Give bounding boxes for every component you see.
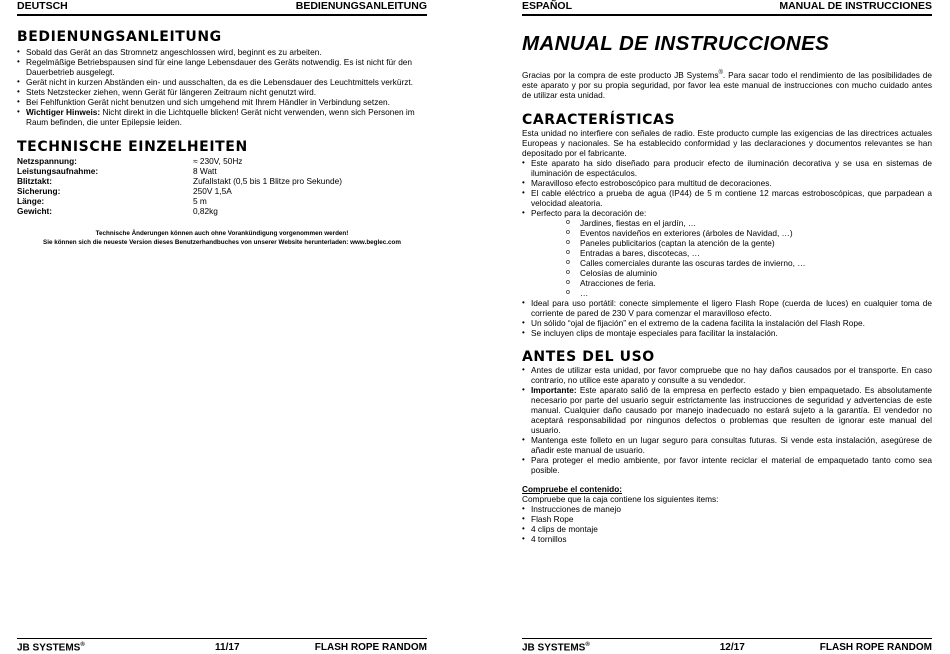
footer-product: FLASH ROPE RANDOM [819, 642, 932, 653]
spec-row [17, 197, 427, 207]
antes-list [522, 365, 932, 475]
list-item: • 4 clips de montaje [522, 524, 932, 534]
footer-brand [17, 642, 85, 653]
list-item: • Antes de utilizar esta unidad, por favor compruebe que no hay daños causados por el transporte. En caso contrario, no utilice este aparato y consulte a su vendedor. [522, 365, 932, 385]
warning-label: Wichtiger Hinweis: [26, 107, 101, 117]
header-rule [17, 14, 427, 16]
spec-key: Sicherung: [17, 185, 61, 196]
registered-mark: ® [585, 642, 590, 648]
spec-value: 5 m [193, 195, 207, 206]
header-language: DEUTSCH [17, 0, 68, 12]
section-title-caracteristicas: CARACTERÍSTICAS [522, 111, 676, 128]
spec-row [17, 187, 427, 197]
page-footer [522, 642, 932, 653]
sublist-item: o Paneles publicitarios (captan la atención de la gente) [566, 238, 932, 248]
list-item: • Maravilloso efecto estroboscópico para multitud de decoraciones. [522, 178, 932, 188]
header-rule [522, 14, 932, 16]
spec-value: 8 Watt [193, 165, 217, 176]
section-title-antes: ANTES DEL USO [522, 348, 655, 365]
main-title: MANUAL DE INSTRUCCIONES [522, 32, 830, 55]
important-label: Importante: [531, 384, 577, 395]
list-item: • Gerät nicht in kurzen Abständen ein- und ausschalten, da es die Lebensdauer des Leuchtmittels verkürzt. [17, 77, 427, 87]
list-item: • 4 tornillos [522, 534, 932, 544]
footer-page-number: 11/17 [215, 642, 240, 653]
list-item: • Se incluyen clips de montaje especiales para facilitar la instalación. [522, 328, 932, 338]
list-item: • El cable eléctrico a prueba de agua (IP44) de 5 m contiene 12 marcas estroboscópicas, que parpadean a velocidad aleatoria. [522, 188, 932, 208]
footer-product: FLASH ROPE RANDOM [314, 642, 427, 653]
list-item: • Regelmäßige Betriebspausen sind für eine lange Lebensdauer des Geräts notwendig. Es ist nicht für den Dauerbetrieb ausgelegt. [17, 57, 427, 77]
header-title: MANUAL DE INSTRUCCIONES [779, 0, 932, 12]
sublist-item: o Atracciones de feria. [566, 278, 932, 288]
footer-rule [522, 638, 932, 639]
list-item: • Stets Netzstecker ziehen, wenn Gerät für längeren Zeitraum nicht genutzt wird. [17, 87, 427, 97]
list-item: • Bei Fehlfunktion Gerät nicht benutzen und sich umgehend mit Ihrem Händler in Verbindung setzen. [17, 97, 427, 107]
list-item-warning [17, 107, 427, 127]
brand-text: JB SYSTEMS [522, 642, 586, 654]
decoration-sublist [522, 218, 932, 298]
sublist-item: o Entradas a bares, discotecas, … [566, 248, 932, 258]
spec-key: Länge: [17, 195, 45, 206]
spec-value: Zufallstakt (0,5 bis 1 Blitze pro Sekunde) [193, 175, 342, 186]
spec-value: 0,82kg [193, 205, 218, 216]
spec-key: Netzspannung: [17, 156, 77, 166]
page-left-deutsch [17, 0, 427, 654]
spec-value: ≈ 230V, 50Hz [193, 156, 243, 166]
sublist-item: o Celosías de aluminio [566, 268, 932, 278]
important-text: Este aparato salió de la empresa en perfecto estado y bien empaquetado. Es absolutamente necesario por parte del usuario seguir estrictamente las instrucciones de seguridad y advertencias de este manual. Cualquier daño causado por manejo inadecuado no estará sujeto a la garantía. El vendedor no aceptará responsabilidad por ningunos defectos o problemas que resulten de ignorar este manual del usuario. [531, 384, 932, 435]
caracteristicas-list [522, 158, 932, 218]
note-changes: Technische Änderungen können auch ohne Vorankündigung vorgenommen werden! [95, 230, 349, 238]
intro-paragraph [522, 68, 932, 100]
check-list [522, 504, 932, 544]
check-title: Compruebe el contenido: [522, 483, 623, 494]
spec-key: Gewicht: [17, 205, 53, 216]
section-title-bedienung: BEDIENUNGSANLEITUNG [17, 29, 222, 45]
footer-page-number: 12/17 [719, 642, 745, 653]
list-item: • Instrucciones de manejo [522, 504, 932, 514]
bedienung-list [17, 47, 427, 127]
warning-text: Nicht direkt in die Lichtquelle blicken! Gerät nicht verwenden, wenn sich Personen im Raum befinden, die unter Epilepsie leiden. [26, 107, 415, 127]
section-title-technik: TECHNISCHE EINZELHEITEN [17, 139, 248, 155]
note-download: Sie können sich die neueste Version dieses Benutzerhandbuches von unserer Website herunterladen: www.beglec.com [43, 239, 401, 247]
header-language: ESPAÑOL [522, 0, 572, 12]
footer-rule [17, 638, 427, 639]
list-item: • Flash Rope [522, 514, 932, 524]
page-header [522, 0, 932, 12]
registered-mark: ® [718, 70, 723, 76]
spec-value: 250V 1,5A [193, 185, 232, 196]
brand-text: JB SYSTEMS [17, 642, 81, 654]
sublist-item: o Calles comerciales durante las oscuras tardes de invierno, … [566, 258, 932, 268]
page-right-espanol [522, 0, 932, 654]
page-footer [17, 642, 427, 653]
check-intro: Compruebe que la caja contiene los siguientes items: [522, 493, 719, 504]
caracteristicas-list-2 [522, 298, 932, 338]
page-header [17, 0, 427, 12]
footer-brand [522, 642, 590, 653]
spec-table [17, 157, 427, 216]
spec-key: Leistungsaufnahme: [17, 165, 99, 176]
list-item: • Sobald das Gerät an das Stromnetz angeschlossen wird, beginnt es zu arbeiten. [17, 47, 427, 57]
content-area [17, 29, 427, 247]
spec-row [17, 207, 427, 217]
list-item: • Este aparato ha sido diseñado para producir efecto de iluminación decorativa y se usa en sistemas de iluminación de espectáculos. [522, 158, 932, 178]
list-item: • Mantenga este folleto en un lugar seguro para consultas futuras. Si vende esta instalación, asegúrese de añadir este manual de usuario. [522, 435, 932, 455]
list-item: • Ideal para uso portátil: conecte simplemente el ligero Flash Rope (cuerda de luces) en cualquier toma de corriente de pared de 230 V para comenzar el maravilloso efecto. [522, 298, 932, 318]
list-item: • Para proteger el medio ambiente, por favor intente reciclar el material de empaquetado tanto como sea posible. [522, 455, 932, 475]
list-item-important [522, 385, 932, 435]
sublist-item: o … [566, 288, 932, 298]
list-item: • Perfecto para la decoración de: [522, 208, 932, 218]
header-title: BEDIENUNGSANLEITUNG [295, 0, 427, 12]
list-item: • Un sólido “ojal de fijación” en el extremo de la cadena facilita la instalación del Flash Rope. [522, 318, 932, 328]
registered-mark: ® [80, 642, 85, 648]
spec-key: Blitztakt: [17, 175, 53, 186]
intro-text-a: Gracias por la compra de este producto JB Systems [522, 69, 719, 80]
caracteristicas-intro: Esta unidad no interfiere con señales de radio. Este producto cumple las exigencias de las directrices actuales Europeas y nacionales. Se ha establecido conformidad y las declaraciones y documentos relevantes se han depositado por el fabricante. [522, 127, 932, 158]
notes [17, 229, 427, 247]
content-area [522, 32, 932, 544]
intro-text-b: . Para sacar todo el rendimiento de las posibilidades de este aparato y por su propia seguridad, por favor lea este manual de instrucciones con mucho cuidado antes de utilizar esta unidad. [522, 69, 932, 100]
sublist-item: o Jardines, fiestas en el jardín, … [566, 218, 932, 228]
sublist-item: o Eventos navideños en exteriores (árboles de Navidad, …) [566, 228, 932, 238]
